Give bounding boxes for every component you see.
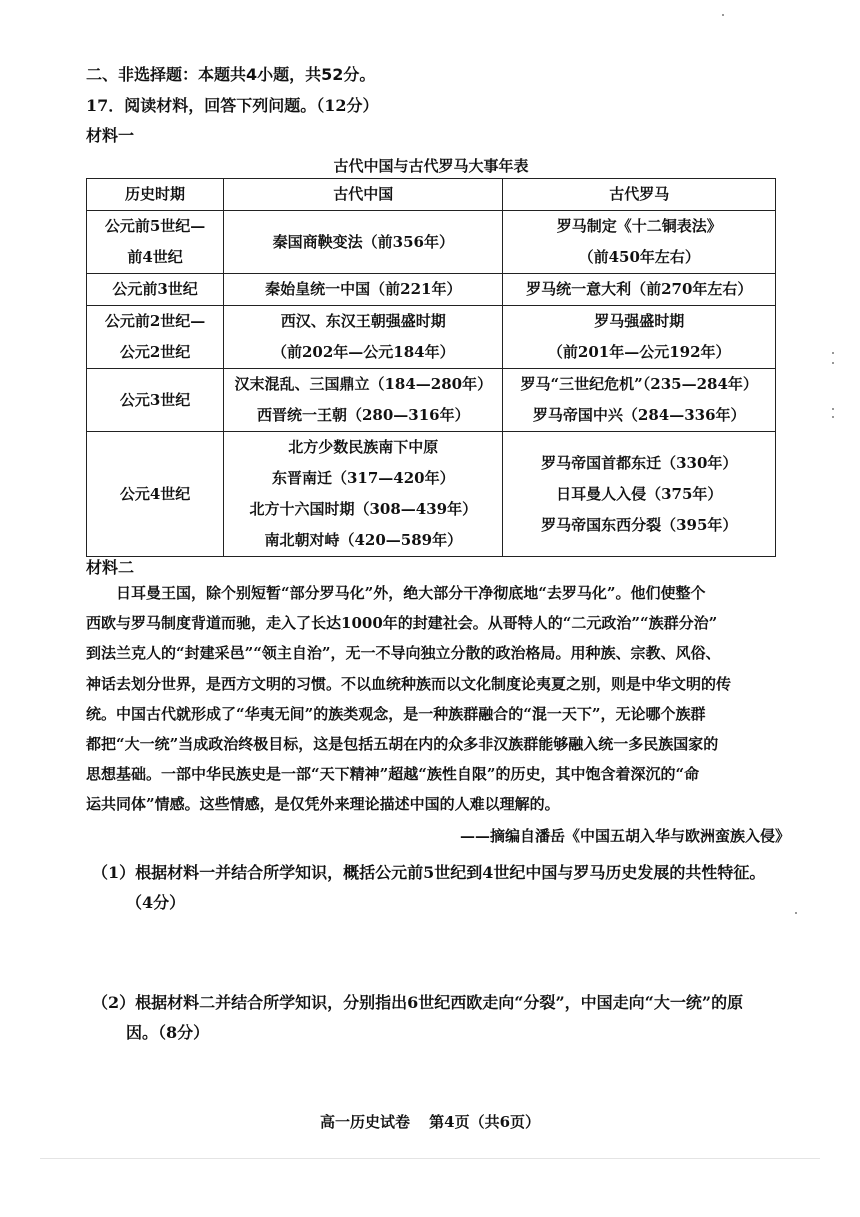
table-row [87, 432, 776, 557]
paragraph-line: 到法兰克人的“封建采邑”“领主自治”，无一不导向独立分散的政治格局。用种族、宗教、风俗、 [86, 644, 721, 663]
cell-line: 北方少数民族南下中原 [288, 438, 439, 456]
table-row [87, 211, 776, 274]
paragraph-line: 神话去划分世界，是西方文明的习惯。不以血统种族而以文化制度论夷夏之别，则是中华文明的传 [86, 674, 732, 693]
cell-line: 公元前5世纪— [104, 217, 206, 235]
scan-speck [832, 362, 834, 364]
rome-cell [503, 432, 776, 557]
rome-cell [503, 306, 776, 369]
cell-line: 秦始皇统一中国（前221年） [265, 280, 462, 298]
material-2-label: 材料二 [86, 558, 135, 577]
china-cell [224, 369, 503, 432]
cell-line: 南北朝对峙（420—589年） [264, 531, 463, 549]
cell-line: 公元3世纪 [119, 390, 191, 409]
material-1-label: 材料一 [86, 126, 135, 145]
paragraph-line: 运共同体”情感。这些情感，是仅凭外来理论描述中国的人难以理解的。 [86, 795, 560, 814]
china-cell [224, 306, 503, 369]
period-cell [87, 369, 224, 432]
cell-line: 罗马制定《十二铜表法》 [556, 217, 722, 235]
cell-line: 罗马帝国首都东迁（330年） [541, 453, 738, 472]
cell-line: （前450年左右） [578, 248, 700, 266]
header-rome: 古代罗马 [503, 179, 776, 211]
paragraph-line: 统。中国古代就形成了“华夷无间”的族类观念，是一种族群融合的“混一天下”，无论哪个族群 [86, 704, 706, 723]
scan-speck [832, 416, 834, 418]
period-cell [87, 432, 224, 557]
question-2 [92, 988, 792, 1048]
material-2-paragraph [86, 578, 790, 820]
cell-line: 公元前3世纪 [112, 280, 198, 298]
cell-line: 北方十六国时期（308—439年） [249, 500, 478, 518]
question-2-text: （2）根据材料二并结合所学知识，分别指出6世纪西欧走向“分裂”，中国走向“大一统”的原 [92, 993, 744, 1012]
table-row [87, 369, 776, 432]
cell-line: 罗马强盛时期 [594, 312, 685, 330]
cell-line: （前202年—公元184年） [271, 343, 455, 361]
paragraph-line: 都把“大一统”当成政治终极目标，这是包括五胡在内的众多非汉族群能够融入统一多民族国家的 [86, 735, 719, 754]
cell-line: 秦国商鞅变法（前356年） [272, 232, 454, 251]
period-cell [87, 274, 224, 306]
cell-line: 公元4世纪 [119, 484, 191, 503]
question-2-cont: 因。（8分） [126, 1023, 210, 1042]
header-china: 古代中国 [224, 179, 503, 211]
cell-line: 西汉、东汉王朝强盛时期 [280, 312, 446, 330]
table-header-row [87, 179, 776, 211]
table-row [87, 306, 776, 369]
paragraph-line: 西欧与罗马制度背道而驰，走入了长达1000年的封建社会。从哥特人的“二元政治”“族群分治” [86, 614, 718, 633]
source-citation: ——摘编自潘岳《中国五胡入华与欧洲蛮族入侵》 [459, 827, 790, 845]
events-table [86, 178, 776, 557]
cell-line: 罗马帝国中兴（284—336年） [532, 406, 746, 424]
question-1-text: （1）根据材料一并结合所学知识，概括公元前5世纪到4世纪中国与罗马历史发展的共性特征。 [92, 863, 766, 882]
header-period: 历史时期 [87, 179, 224, 211]
cell-line: 日耳曼人入侵（375年） [556, 484, 723, 503]
cell-line: 公元前2世纪— [104, 312, 206, 330]
rome-cell [503, 369, 776, 432]
cell-line: 公元2世纪 [119, 343, 191, 361]
period-cell [87, 306, 224, 369]
scan-edge-line [40, 1158, 820, 1159]
page-footer: 高一历史试卷 第4页（共6页） [319, 1113, 541, 1131]
cell-line: 汉末混乱、三国鼎立（184—280年） [234, 375, 493, 393]
table-caption: 古代中国与古代罗马大事年表 [333, 157, 529, 175]
scan-speck [722, 14, 724, 16]
cell-line: （前201年—公元192年） [547, 343, 731, 361]
cell-line: 罗马“三世纪危机”（235—284年） [520, 375, 758, 393]
cell-line: 罗马帝国东西分裂（395年） [541, 515, 738, 534]
cell-line: 东晋南迁（317—420年） [271, 469, 455, 487]
rome-cell [503, 211, 776, 274]
china-cell [224, 274, 503, 306]
cell-line: 罗马统一意大利（前270年左右） [526, 280, 753, 298]
period-cell [87, 211, 224, 274]
cell-line: 前4世纪 [127, 248, 183, 266]
question-1-score: （4分） [126, 893, 186, 912]
cell-line: 西晋统一王朝（280—316年） [256, 406, 470, 424]
section-title: 二、非选择题：本题共4小题，共52分。 [86, 65, 376, 84]
rome-cell [503, 274, 776, 306]
china-cell [224, 432, 503, 557]
paragraph-line: 日耳曼王国，除个别短暂“部分罗马化”外，绝大部分干净彻底地“去罗马化”。他们使整个 [116, 584, 706, 602]
question-17-heading: 17．阅读材料，回答下列问题。（12分） [86, 96, 379, 115]
paragraph-line: 思想基础。一部中华民族史是一部“天下精神”超越“族性自限”的历史，其中饱含着深沉的“命 [86, 765, 700, 784]
china-cell [224, 211, 503, 274]
scan-speck [832, 408, 834, 410]
question-1 [92, 858, 792, 918]
scan-speck [832, 352, 834, 354]
scan-speck [795, 912, 797, 914]
table-row [87, 274, 776, 306]
